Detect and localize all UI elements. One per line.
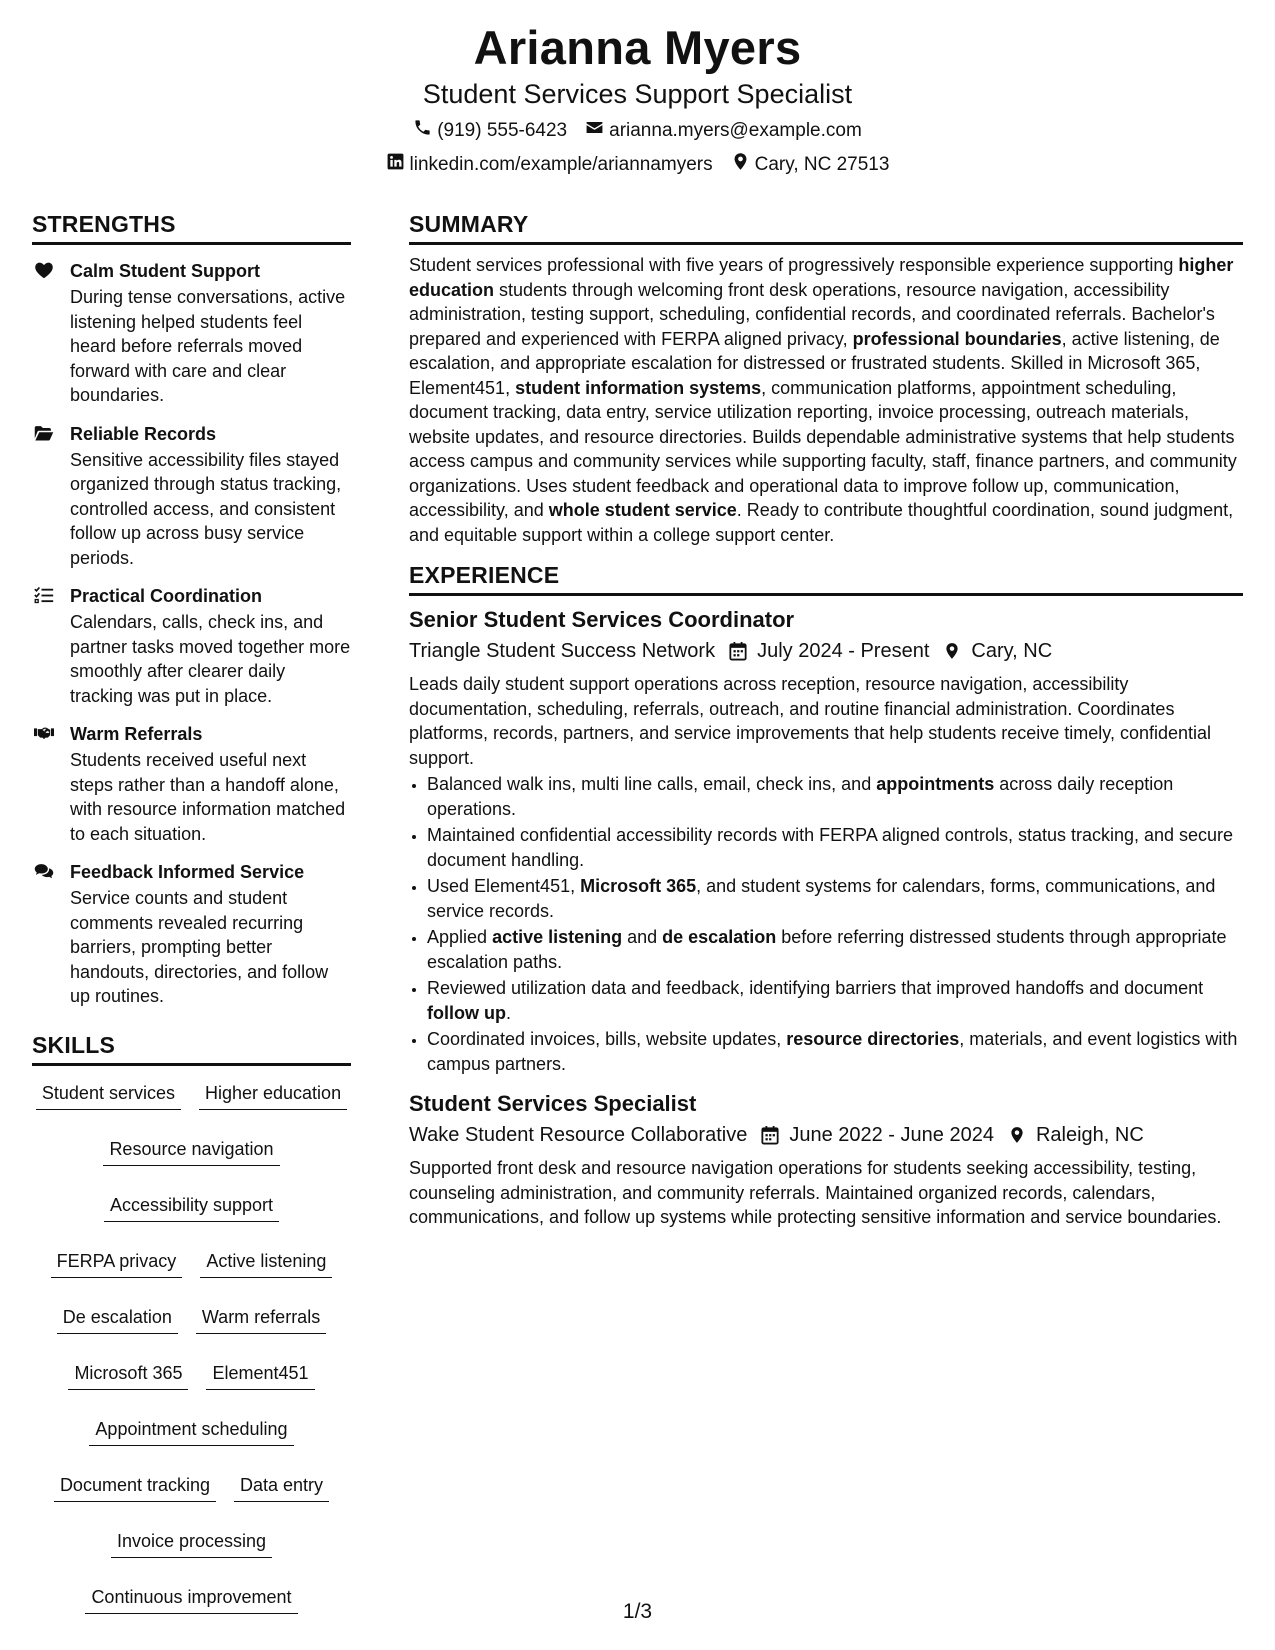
contact-row-1 [0,118,1275,144]
comments-icon [32,860,70,1009]
calendar-icon [761,1125,779,1145]
strength-item [32,259,351,408]
experience-heading: EXPERIENCE [409,561,1243,596]
strength-description: During tense conversations, active listening helped students feel heard before referrals moved forward with care and clear boundaries. [70,287,346,405]
skill-tag: Data entry [234,1472,329,1502]
skills-heading: SKILLS [32,1031,351,1066]
job-bullet: • Applied active listening and de escalation before referring distressed students through appropriate escalation paths. [427,925,1243,974]
strength-item [32,722,351,846]
resume-header [0,20,1275,178]
job-title: Senior Student Services Coordinator [409,607,795,632]
employer-name: Wake Student Resource Collaborative [409,1124,748,1146]
skill-tag: Microsoft 365 [68,1360,188,1390]
strength-description: Service counts and student comments revealed recurring barriers, prompting better handouts, directories, and follow up routines. [70,888,329,1006]
job-description: Supported front desk and resource navigation operations for students seeking accessibility, testing, counseling administration, and community referrals. Maintained organized records, calendars, communications, and follow up systems while protecting sensitive information and service boundaries. [409,1158,1222,1227]
right-column [409,210,1243,1230]
job-title: Student Services Specialist [409,1091,697,1116]
strength-description: Students received useful next steps rather than a handoff alone, with resource information matched to each situation. [70,750,346,844]
strength-description: Sensitive accessibility files stayed organized through status tracking, controlled access, and consistent follow up across busy service periods. [70,449,342,568]
summary-emphasis: higher education [409,255,1234,300]
job-dates: July 2024 - Present [757,640,930,662]
skill-tag: Active listening [200,1248,332,1278]
skill-tag: Accessibility support [104,1192,279,1222]
skill-tag: Higher education [199,1080,347,1110]
left-column [32,210,351,1614]
skill-tag: Continuous improvement [85,1584,297,1614]
employer-name: Triangle Student Success Network [409,640,716,662]
email-address[interactable]: arianna.myers@example.com [609,120,862,141]
job-description: Leads daily student support operations across reception, resource navigation, accessibility documentation, scheduling, referrals, outreach, and routine financial administration. Coordinates platforms, records, partners, and service improvements that help students receive timely, confidential support. [409,674,1212,768]
handshake-icon [32,722,70,846]
skill-tag: Student services [36,1080,181,1110]
job-bullets [409,772,1243,1076]
linkedin-icon [386,152,405,178]
skill-tag: Resource navigation [103,1136,279,1166]
strength-item [32,860,351,1009]
job-bullet: • Balanced walk ins, multi line calls, email, check ins, and appointments across daily reception operations. [427,772,1243,821]
job-bullet: • Coordinated invoices, bills, website updates, resource directories, materials, and event logistics with campus partners. [427,1027,1243,1076]
location-text: Cary, NC 27513 [754,154,890,175]
summary-text [409,253,1243,547]
job-meta [409,638,1243,664]
contact-row-2 [0,152,1275,178]
strengths-heading: STRENGTHS [32,210,351,245]
phone-contact [413,118,567,144]
email-contact[interactable] [585,118,862,144]
job-meta [409,1122,1243,1148]
skill-tag: Appointment scheduling [89,1416,293,1446]
skill-tag: FERPA privacy [51,1248,183,1278]
candidate-name: Arianna Myers [473,21,802,74]
candidate-title: Student Services Support Specialist [422,79,853,109]
map-pin-icon [943,641,961,661]
heart-icon [32,259,70,408]
folder-open-icon [32,422,70,571]
job-location: Cary, NC [971,640,1053,662]
phone-icon [413,118,432,144]
strength-name: Reliable Records [70,423,217,444]
summary-segment: , active listening, de escalation, and appropriate escalation for distressed or frustrated students. Skilled in Microsoft 365, Element451, [409,328,1220,398]
map-pin-icon [1008,1125,1026,1145]
skill-tag: Invoice processing [111,1528,272,1558]
strength-item [32,584,351,708]
location-contact [731,152,890,178]
skill-tag: Element451 [206,1360,314,1390]
strength-name: Calm Student Support [70,261,260,281]
summary-emphasis: whole student service [548,500,737,520]
skill-tag: Warm referrals [196,1304,326,1334]
linkedin-contact[interactable] [386,152,713,178]
summary-segment: , communication platforms, appointment scheduling, document tracking, data entry, service utilization reporting, invoice processing, outreach materials, website updates, and resource directories. Builds dependable administrative systems that help students access campus and community services while supporting faculty, staff, finance partners, and community organizations. Uses student feedback and operational data to improve follow up, communication, accessibility, and [409,377,1237,520]
job-dates: June 2022 - June 2024 [789,1124,994,1146]
summary-segment: Student services professional with five years of progressively responsible experience supporting [409,255,1179,275]
strength-description: Calendars, calls, check ins, and partner tasks moved together more smoothly after clearer daily tracking was put in place. [70,612,351,706]
phone-number: (919) 555-6423 [437,120,568,141]
strength-name: Practical Coordination [70,586,263,606]
strength-item [32,422,351,571]
strength-name: Warm Referrals [70,724,203,744]
summary-heading: SUMMARY [409,210,1243,245]
skills-list [32,1080,351,1614]
skill-tag: De escalation [57,1304,178,1334]
summary-segment: . Ready to contribute thoughtful coordination, sound judgment, and equitable support within a college support center. [409,500,1234,545]
page-number: 1/3 [622,1600,653,1623]
skill-tag: Document tracking [54,1472,216,1502]
job-entry [409,606,1243,1076]
summary-segment: students through welcoming front desk operations, resource navigation, accessibility administration, testing support, scheduling, confidential records, and coordinated referrals. Bachelor's prepared and experienced with FERPA aligned privacy, [409,279,1215,349]
strength-name: Feedback Informed Service [70,862,305,882]
job-bullet: • Maintained confidential accessibility records with FERPA aligned controls, status tracking, and secure document handling. [427,823,1243,872]
summary-emphasis: student information systems [515,377,762,398]
job-entry [409,1090,1243,1230]
job-bullet: • Reviewed utilization data and feedback, identifying barriers that improved handoffs and document follow up. [427,976,1243,1025]
envelope-icon [585,118,604,144]
job-bullet: • Used Element451, Microsoft 365, and student systems for calendars, forms, communications, and service records. [427,874,1243,923]
calendar-icon [729,641,747,661]
summary-emphasis: professional boundaries [852,328,1062,349]
map-pin-icon [731,152,750,178]
linkedin-url[interactable]: linkedin.com/example/ariannamyers [409,154,713,175]
task-list-icon [32,584,70,708]
job-location: Raleigh, NC [1035,1124,1144,1146]
